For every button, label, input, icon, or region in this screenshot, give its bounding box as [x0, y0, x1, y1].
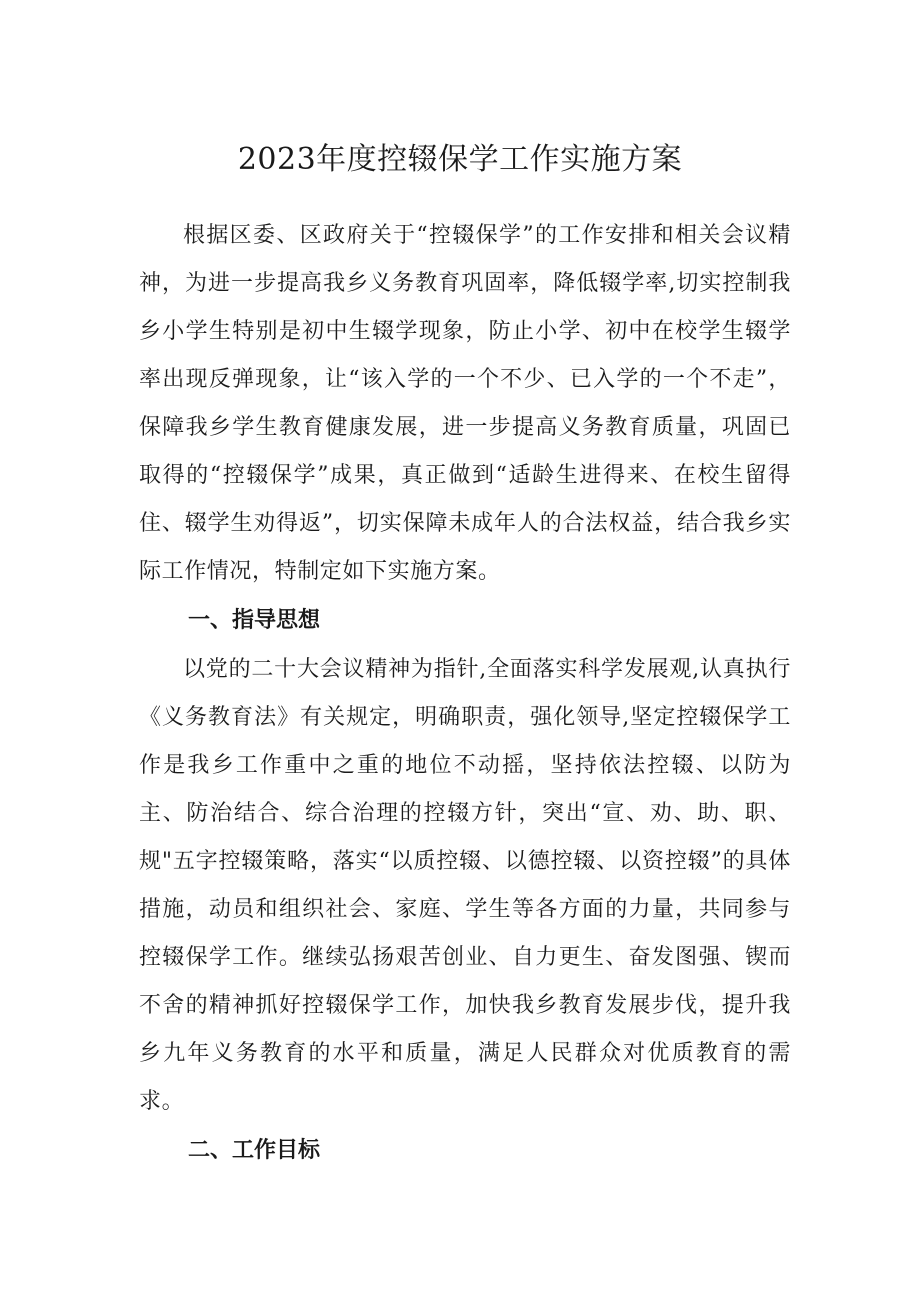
section-heading-work-goals: 二、工作目标	[188, 1138, 321, 1163]
intro-paragraph: 根据区委、区政府关于“控辍保学”的工作安排和相关会议精神，为进一步提高我乡义务教育巩固率，降低辍学率,切实控制我乡小学生特别是初中生辍学现象，防止小学、初中在校学生辍学率出现反弹现象，让“该入学的一个不少、已入学的一个不走”，保障我乡学生教育健康发展，进一步提高义务教育质量，巩固已取得的“控辍保学”成果，真正做到“适龄生进得来、在校生留得住、辍学生劝得返”，切实保障未成年人的合法权益，结合我乡实际工作情况，特制定如下实施方案。	[139, 223, 791, 584]
section-heading-guiding-thought: 一、指导思想	[188, 608, 321, 633]
guiding-thought-paragraph: 以党的二十大会议精神为指针,全面落实科学发展观,认真执行《义务教育法》有关规定，明确职责，强化领导,坚定控辍保学工作是我乡工作重中之重的地位不动摇，坚持依法控辍、以防为主、防治结合、综合治理的控辍方针，突出“宣、劝、助、职、规"五字控辍策略，落实“以质控辍、以德控辍、以资控辍”的具体措施，动员和组织社会、家庭、学生等各方面的力量，共同参与控辍保学工作。继续弘扬艰苦创业、自力更生、奋发图强、锲而不舍的精神抓好控辍保学工作，加快我乡教育发展步伐，提升我乡九年义务教育的水平和质量，满足人民群众对优质教育的需求。	[139, 657, 791, 1114]
document-title: 2023年度控辍保学工作实施方案	[237, 142, 683, 177]
